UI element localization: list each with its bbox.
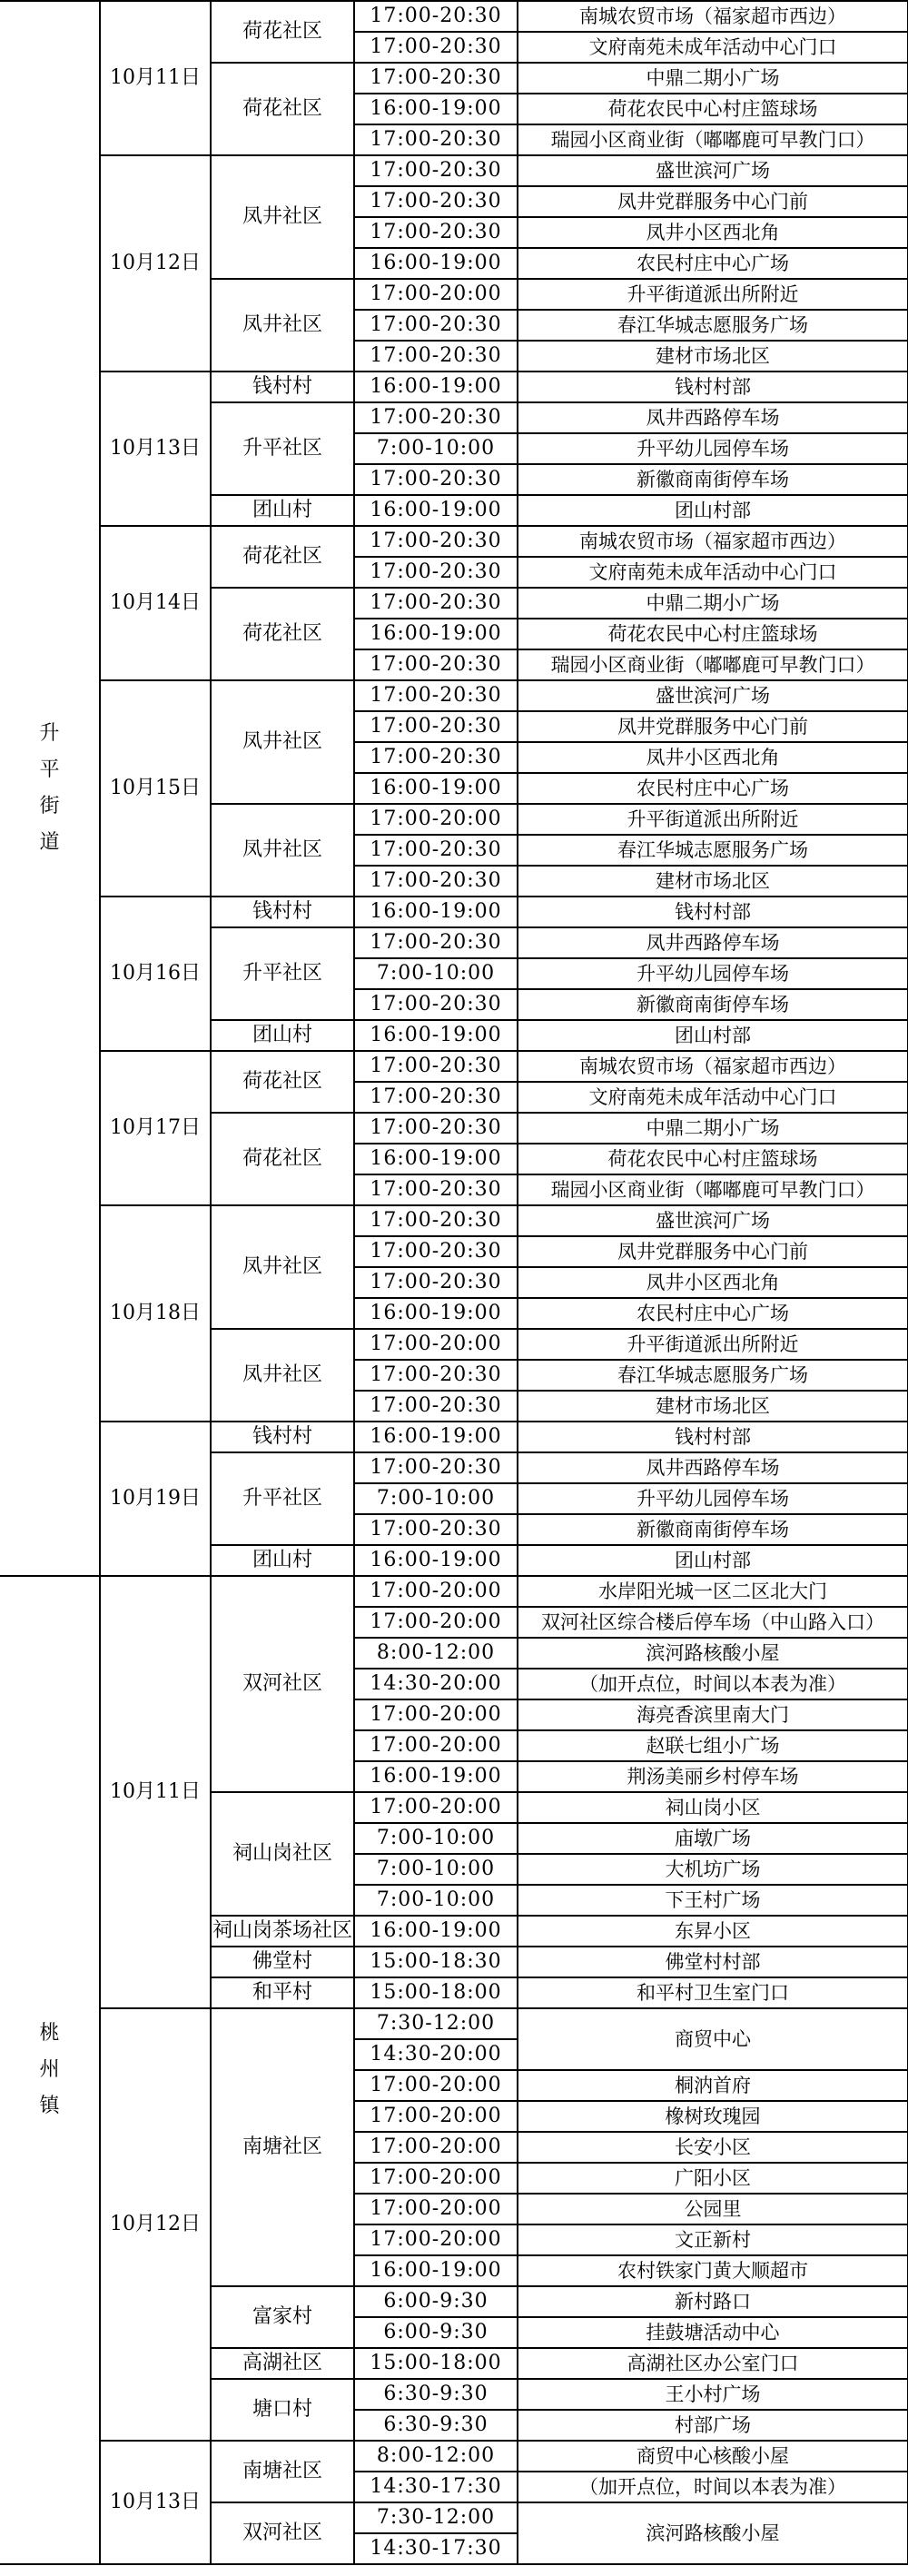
table-row [0,372,908,402]
location-cell: 新村路口 [518,2286,908,2317]
location-cell: 滨河路核酸小屋 [518,1638,908,1669]
date-cell: 10月12日 [100,155,211,372]
time-cell: 17:00-20:30 [354,217,518,248]
time-cell: 17:00-20:30 [354,1174,518,1205]
location-cell: 文府南苑未成年活动中心门口 [518,1082,908,1113]
table-row [0,2441,908,2472]
time-cell: 14:30-17:30 [354,2533,518,2564]
community-cell: 南塘社区 [211,2008,354,2286]
location-cell: 下王村广场 [518,1885,908,1916]
location-cell: 荷花农民中心村庄篮球场 [518,1144,908,1174]
location-cell: 中鼎二期小广场 [518,588,908,619]
location-cell: 春江华城志愿服务广场 [518,835,908,866]
time-cell: 17:00-20:30 [354,1,518,32]
time-cell: 17:00-20:30 [354,341,518,372]
schedule-table-body [0,1,908,2564]
street-name-char: 镇 [39,2095,60,2117]
date-cell: 10月19日 [100,1422,211,1576]
location-cell: 东昇小区 [518,1916,908,1947]
community-cell: 荷花社区 [211,1,354,63]
time-cell: 17:00-20:30 [354,1236,518,1267]
location-cell: 盛世滨河广场 [518,155,908,186]
community-cell: 荷花社区 [211,588,354,680]
time-cell: 16:00-19:00 [354,248,518,279]
location-cell: 凤井党群服务中心门前 [518,711,908,742]
time-cell: 16:00-19:00 [354,94,518,124]
location-cell: 南城农贸市场（福家超市西边） [518,1051,908,1082]
location-cell: 瑞园小区商业街（嘟嘟鹿可早教门口） [518,124,908,155]
location-cell: 大机坊广场 [518,1854,908,1885]
time-cell: 17:00-20:30 [354,310,518,341]
community-cell: 富家村 [211,2286,354,2348]
community-cell: 钱村村 [211,372,354,402]
time-cell: 16:00-19:00 [354,1761,518,1792]
community-cell: 团山村 [211,495,354,526]
location-cell: 钱村村部 [518,372,908,402]
location-cell: 凤井西路停车场 [518,1452,908,1483]
location-cell: 海亮香滨里南大门 [518,1699,908,1730]
time-cell: 17:00-20:30 [354,557,518,588]
time-cell: 17:00-20:30 [354,402,518,433]
location-cell: 钱村村部 [518,1422,908,1452]
time-cell: 17:00-20:30 [354,155,518,186]
location-cell: （加开点位，时间以本表为准） [518,1669,908,1699]
location-cell: （加开点位，时间以本表为准） [518,2472,908,2502]
location-cell: 建材市场北区 [518,1391,908,1422]
location-cell: 滨河路核酸小屋 [518,2502,908,2564]
time-cell: 7:00-10:00 [354,958,518,989]
time-cell: 17:00-20:00 [354,2101,518,2132]
time-cell: 16:00-19:00 [354,897,518,927]
time-cell: 17:00-20:30 [354,186,518,217]
street-name-char: 升 [39,722,60,745]
location-cell: 升平幼儿园停车场 [518,958,908,989]
time-cell: 7:00-10:00 [354,1885,518,1916]
time-cell: 17:00-20:30 [354,1267,518,1298]
time-cell: 17:00-20:00 [354,1576,518,1607]
time-cell: 16:00-19:00 [354,495,518,526]
location-cell: 钱村村部 [518,897,908,927]
community-cell: 荷花社区 [211,63,354,155]
time-cell: 17:00-20:30 [354,742,518,773]
location-cell: 挂鼓塘活动中心 [518,2317,908,2348]
time-cell: 17:00-20:30 [354,680,518,711]
street-name-char: 道 [39,831,60,854]
time-cell: 16:00-19:00 [354,1144,518,1174]
time-cell: 17:00-20:30 [354,1082,518,1113]
time-cell: 17:00-20:30 [354,1360,518,1391]
date-cell: 10月16日 [100,897,211,1051]
date-cell: 10月11日 [100,1,211,155]
time-cell: 16:00-19:00 [354,1020,518,1051]
time-cell: 17:00-20:30 [354,1514,518,1545]
location-cell: 凤井党群服务中心门前 [518,186,908,217]
location-cell: 长安小区 [518,2132,908,2163]
time-cell: 17:00-20:00 [354,2070,518,2101]
date-cell: 10月18日 [100,1205,211,1422]
location-cell: 农民村庄中心广场 [518,248,908,279]
table-row [0,1,908,32]
street-name-char: 街 [39,795,60,817]
location-cell: 建材市场北区 [518,866,908,897]
location-cell: 文府南苑未成年活动中心门口 [518,557,908,588]
time-cell: 17:00-20:30 [354,835,518,866]
date-cell: 10月13日 [100,2441,211,2564]
time-cell: 16:00-19:00 [354,1916,518,1947]
time-cell: 6:00-9:30 [354,2317,518,2348]
time-cell: 16:00-19:00 [354,619,518,649]
time-cell: 8:00-12:00 [354,1638,518,1669]
location-cell: 广阳小区 [518,2163,908,2194]
table-row [0,526,908,557]
community-cell: 凤井社区 [211,804,354,897]
time-cell: 17:00-20:30 [354,1391,518,1422]
time-cell: 14:30-17:30 [354,2472,518,2502]
location-cell: 荷花农民中心村庄篮球场 [518,619,908,649]
location-cell: 瑞园小区商业街（嘟嘟鹿可早教门口） [518,1174,908,1205]
location-cell: 新徽商南街停车场 [518,1514,908,1545]
location-cell: 商贸中心 [518,2008,908,2070]
street-cell [0,1576,100,2564]
location-cell: 春江华城志愿服务广场 [518,1360,908,1391]
time-cell: 16:00-19:00 [354,1545,518,1576]
date-cell: 10月13日 [100,372,211,526]
street-name-char: 州 [39,2058,60,2081]
community-cell: 双河社区 [211,1576,354,1792]
community-cell: 佛堂村 [211,1947,354,1977]
time-cell: 15:00-18:00 [354,1977,518,2008]
location-cell: 升平街道派出所附近 [518,1329,908,1360]
time-cell: 6:00-9:30 [354,2286,518,2317]
time-cell: 17:00-20:30 [354,464,518,495]
location-cell: 凤井小区西北角 [518,217,908,248]
location-cell: 王小村广场 [518,2379,908,2410]
location-cell: 荷花农民中心村庄篮球场 [518,94,908,124]
location-cell: 新徽商南街停车场 [518,464,908,495]
table-row [0,1051,908,1082]
time-cell: 17:00-20:00 [354,804,518,835]
community-cell: 升平社区 [211,927,354,1020]
street-cell [0,1,100,1576]
community-cell: 凤井社区 [211,680,354,804]
time-cell: 17:00-20:00 [354,2224,518,2255]
time-cell: 14:30-20:00 [354,1669,518,1699]
time-cell: 6:30-9:30 [354,2410,518,2441]
location-cell: 建材市场北区 [518,341,908,372]
location-cell: 农民村庄中心广场 [518,1298,908,1329]
street-name-char: 平 [39,758,60,781]
time-cell: 7:30-12:00 [354,2502,518,2533]
date-cell: 10月11日 [100,1576,211,2008]
community-cell: 双河社区 [211,2502,354,2564]
community-cell: 升平社区 [211,1452,354,1545]
time-cell: 17:00-20:30 [354,526,518,557]
time-cell: 17:00-20:00 [354,2163,518,2194]
community-cell: 塘口村 [211,2379,354,2441]
time-cell: 17:00-20:30 [354,711,518,742]
time-cell: 14:30-20:00 [354,2039,518,2070]
time-cell: 17:00-20:30 [354,1051,518,1082]
location-cell: 公园里 [518,2194,908,2224]
time-cell: 16:00-19:00 [354,2255,518,2286]
location-cell: 凤井党群服务中心门前 [518,1236,908,1267]
table-row [0,1576,908,1607]
time-cell: 17:00-20:30 [354,989,518,1020]
community-cell: 荷花社区 [211,1113,354,1205]
time-cell: 17:00-20:30 [354,1205,518,1236]
location-cell: 升平街道派出所附近 [518,279,908,310]
time-cell: 7:00-10:00 [354,1483,518,1514]
location-cell: 凤井西路停车场 [518,927,908,958]
location-cell: 庙墩广场 [518,1823,908,1854]
date-cell: 10月15日 [100,680,211,897]
location-cell: 农民村庄中心广场 [518,773,908,804]
street-name-char: 桃 [39,2022,60,2045]
location-cell: 团山村部 [518,1545,908,1576]
time-cell: 8:00-12:00 [354,2441,518,2472]
location-cell: 盛世滨河广场 [518,1205,908,1236]
location-cell: 文正新村 [518,2224,908,2255]
time-cell: 17:00-20:30 [354,32,518,63]
date-cell: 10月14日 [100,526,211,680]
time-cell: 16:00-19:00 [354,1422,518,1452]
time-cell: 7:30-12:00 [354,2008,518,2039]
table-row [0,1205,908,1236]
community-cell: 团山村 [211,1020,354,1051]
time-cell: 16:00-19:00 [354,372,518,402]
date-cell: 10月17日 [100,1051,211,1205]
location-cell: 升平街道派出所附近 [518,804,908,835]
location-cell: 南城农贸市场（福家超市西边） [518,526,908,557]
table-row [0,2008,908,2039]
time-cell: 7:00-10:00 [354,1854,518,1885]
location-cell: 和平村卫生室门口 [518,1977,908,2008]
location-cell: 盛世滨河广场 [518,680,908,711]
date-cell: 10月12日 [100,2008,211,2441]
location-cell: 中鼎二期小广场 [518,1113,908,1144]
location-cell: 新徽商南街停车场 [518,989,908,1020]
location-cell: 高湖社区办公室门口 [518,2348,908,2379]
community-cell: 钱村村 [211,1422,354,1452]
community-cell: 荷花社区 [211,1051,354,1113]
location-cell: 橡树玫瑰园 [518,2101,908,2132]
time-cell: 17:00-20:30 [354,63,518,94]
community-cell: 荷花社区 [211,526,354,588]
location-cell: 春江华城志愿服务广场 [518,310,908,341]
location-cell: 桐汭首府 [518,2070,908,2101]
time-cell: 17:00-20:30 [354,1452,518,1483]
time-cell: 7:00-10:00 [354,433,518,464]
time-cell: 15:00-18:00 [354,2348,518,2379]
table-row [0,155,908,186]
community-cell: 和平村 [211,1977,354,2008]
location-cell: 荆汤美丽乡村停车场 [518,1761,908,1792]
location-cell: 农村铁家门黄大顺超市 [518,2255,908,2286]
location-cell: 瑞园小区商业街（嘟嘟鹿可早教门口） [518,649,908,680]
time-cell: 17:00-20:30 [354,649,518,680]
time-cell: 17:00-20:00 [354,1607,518,1638]
time-cell: 16:00-19:00 [354,1298,518,1329]
time-cell: 6:30-9:30 [354,2379,518,2410]
location-cell: 赵联七组小广场 [518,1730,908,1761]
community-cell: 祠山岗茶场社区 [211,1916,354,1947]
community-cell: 凤井社区 [211,155,354,279]
time-cell: 17:00-20:30 [354,927,518,958]
time-cell: 17:00-20:30 [354,124,518,155]
community-cell: 升平社区 [211,402,354,495]
location-cell: 水岸阳光城一区二区北大门 [518,1576,908,1607]
time-cell: 17:00-20:30 [354,588,518,619]
time-cell: 17:00-20:00 [354,2132,518,2163]
time-cell: 17:00-20:00 [354,1792,518,1823]
table-row [0,680,908,711]
location-cell: 双河社区综合楼后停车场（中山路入口） [518,1607,908,1638]
time-cell: 17:00-20:00 [354,2194,518,2224]
location-cell: 升平幼儿园停车场 [518,433,908,464]
community-cell: 凤井社区 [211,1329,354,1422]
location-cell: 南城农贸市场（福家超市西边） [518,1,908,32]
community-cell: 凤井社区 [211,1205,354,1329]
time-cell: 17:00-20:00 [354,1699,518,1730]
table-row [0,1422,908,1452]
time-cell: 17:00-20:00 [354,1730,518,1761]
location-cell: 团山村部 [518,1020,908,1051]
location-cell: 商贸中心核酸小屋 [518,2441,908,2472]
community-cell: 南塘社区 [211,2441,354,2502]
time-cell: 15:00-18:30 [354,1947,518,1977]
table-row [0,897,908,927]
location-cell: 佛堂村村部 [518,1947,908,1977]
time-cell: 17:00-20:30 [354,866,518,897]
location-cell: 文府南苑未成年活动中心门口 [518,32,908,63]
location-cell: 升平幼儿园停车场 [518,1483,908,1514]
community-cell: 钱村村 [211,897,354,927]
community-cell: 团山村 [211,1545,354,1576]
location-cell: 中鼎二期小广场 [518,63,908,94]
community-cell: 凤井社区 [211,279,354,372]
community-cell: 高湖社区 [211,2348,354,2379]
time-cell: 7:00-10:00 [354,1823,518,1854]
time-cell: 16:00-19:00 [354,773,518,804]
location-cell: 凤井小区西北角 [518,1267,908,1298]
location-cell: 凤井西路停车场 [518,402,908,433]
location-cell: 祠山岗小区 [518,1792,908,1823]
time-cell: 17:00-20:00 [354,1329,518,1360]
time-cell: 17:00-20:30 [354,1113,518,1144]
location-cell: 凤井小区西北角 [518,742,908,773]
community-cell: 祠山岗社区 [211,1792,354,1916]
location-cell: 村部广场 [518,2410,908,2441]
time-cell: 17:00-20:00 [354,279,518,310]
location-cell: 团山村部 [518,495,908,526]
